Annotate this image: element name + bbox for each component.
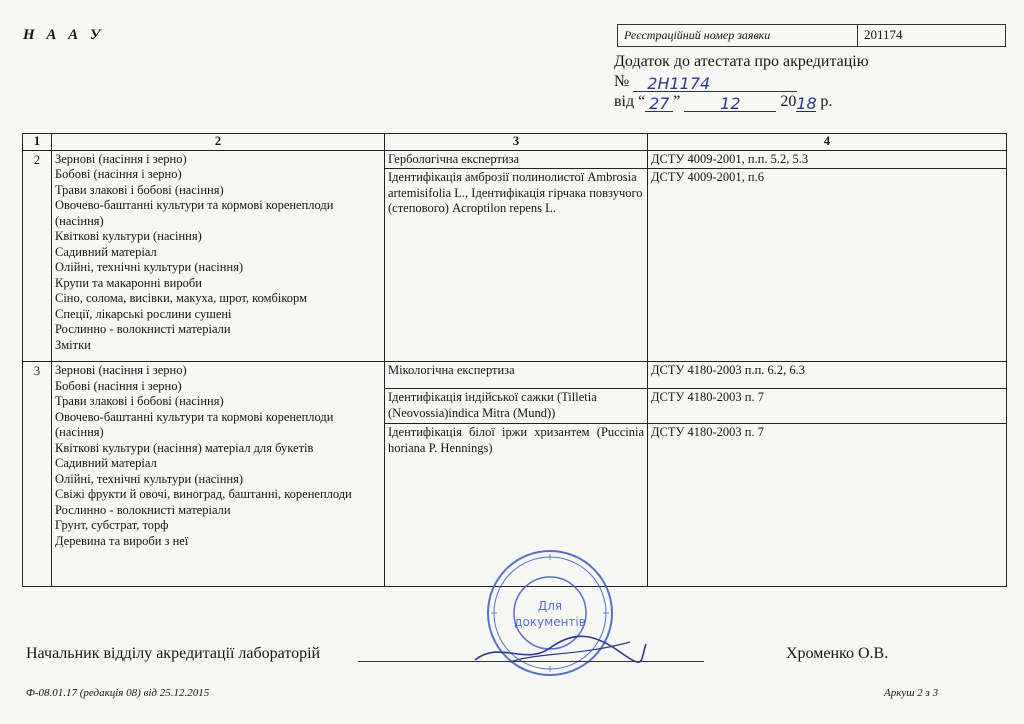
product-item: Трави злакові і бобові (насіння) (55, 182, 224, 197)
column-header: 1 (23, 134, 52, 151)
test-standard: ДСТУ 4180-2003 п. 7 (648, 389, 1007, 424)
test-name: Гербологічна експертиза (385, 150, 648, 169)
product-list (52, 150, 385, 362)
product-item: Рослинно - волокнисті матеріали (55, 502, 231, 517)
product-item: Бобові (насіння і зерно) (55, 378, 182, 393)
number-prefix: № (614, 73, 630, 90)
product-item: Сіно, солома, висівки, макуха, шрот, комбікорм (55, 291, 308, 305)
certificate-number-line (614, 72, 869, 92)
test-name: Ідентифікація білої іржи хризантем (Puccinia horiana P. Hennings) (385, 424, 648, 587)
product-item: Свіжі фрукти й овочі, виноград, баштанні, коренеплоди (55, 487, 352, 501)
product-item: Трави злакові і бобові (насіння) (55, 394, 224, 408)
form-number: Ф-08.01.17 (редакція 08) від 25.12.2015 (26, 687, 210, 699)
registration-label: Реєстраційний номер заявки (618, 25, 858, 46)
table-row (23, 362, 1007, 389)
date-quote-close: ” (673, 93, 681, 110)
seal-text-bottom: документів (514, 615, 586, 629)
sheet-number: Аркуш 2 з 3 (884, 687, 939, 699)
test-standard: ДСТУ 4180-2003 п.п. 6.2, 6.3 (648, 362, 1007, 389)
product-item: Квіткові культури (насіння) матеріал для букетів (55, 440, 314, 455)
row-number: 3 (23, 362, 52, 587)
product-item: Квіткові культури (насіння) (55, 229, 202, 243)
row-number: 2 (23, 150, 52, 362)
product-item: Овочево-баштанні культури та кормові коренеплоди (насіння) (55, 409, 334, 439)
test-standard: ДСТУ 4009-2001, п.6 (648, 169, 1007, 362)
column-header: 3 (385, 134, 648, 151)
product-item: Садивний матеріал (55, 244, 157, 259)
product-item: Рослинно - волокнисті матеріали (55, 322, 231, 336)
product-item: Змітки (55, 337, 91, 352)
table-header-row (23, 134, 1007, 151)
product-item: Овочево-баштанні культури та кормові коренеплоди (насіння) (55, 198, 334, 228)
test-standard: ДСТУ 4180-2003 п. 7 (648, 424, 1007, 587)
signature-line (358, 661, 704, 662)
product-item: Спеції, лікарські рослини сушені (55, 306, 232, 321)
test-name: Ідентифікація амброзії полинолистої Ambrosia artemisifolia L., Ідентифікація гірчака повзучого (степового) Acroptilon repens L. (385, 169, 648, 362)
product-item: Грунт, субстрат, торф (55, 518, 169, 532)
product-item: Садивний матеріал (55, 456, 157, 470)
addendum-title: Додаток до атестата про акредитацію (614, 53, 869, 70)
product-item: Крупи та макаронні вироби (55, 275, 202, 290)
product-item: Олійні, технічні культури (насіння) (55, 471, 244, 486)
signatory-name: Хроменко О.В. (786, 645, 889, 662)
certificate-date-line (614, 92, 869, 112)
addendum-block (614, 52, 869, 112)
column-header: 4 (648, 134, 1007, 151)
registration-number-box (617, 24, 1006, 47)
seal-text-top: Для (537, 599, 563, 613)
accreditation-scope-table (22, 133, 1007, 587)
product-item: Зернові (насіння і зерно) (55, 151, 187, 166)
test-name: Мікологічна експертиза (385, 362, 648, 389)
test-standard: ДСТУ 4009-2001, п.п. 5.2, 5.3 (648, 150, 1007, 169)
date-day-handwritten: 27 (645, 94, 673, 112)
date-year-handwritten: 18 (796, 94, 817, 113)
signatory-position: Начальник відділу акредитації лабораторій (26, 645, 321, 662)
product-item: Зернові (насіння і зерно) (55, 363, 187, 377)
organization-abbr: Н А А У (23, 27, 105, 43)
date-year-prefix: 20 (780, 93, 797, 110)
certificate-number-handwritten: 2Н1174 (633, 74, 797, 92)
date-prefix: від “ (614, 93, 646, 110)
product-item: Деревина та вироби з неї (55, 533, 189, 548)
product-item: Бобові (насіння і зерно) (55, 167, 182, 181)
column-header: 2 (52, 134, 385, 151)
signature (470, 622, 650, 672)
test-name: Ідентифікація індійської сажки (Tilletia (Neovossia)indica Mitra (Mund)) (385, 389, 648, 424)
registration-value: 201174 (864, 27, 903, 42)
table-row (23, 150, 1007, 169)
date-month-handwritten: 12 (684, 94, 776, 112)
product-list (52, 362, 385, 587)
product-item: Олійні, технічні культури (насіння) (55, 260, 244, 274)
date-suffix: р. (820, 93, 833, 110)
